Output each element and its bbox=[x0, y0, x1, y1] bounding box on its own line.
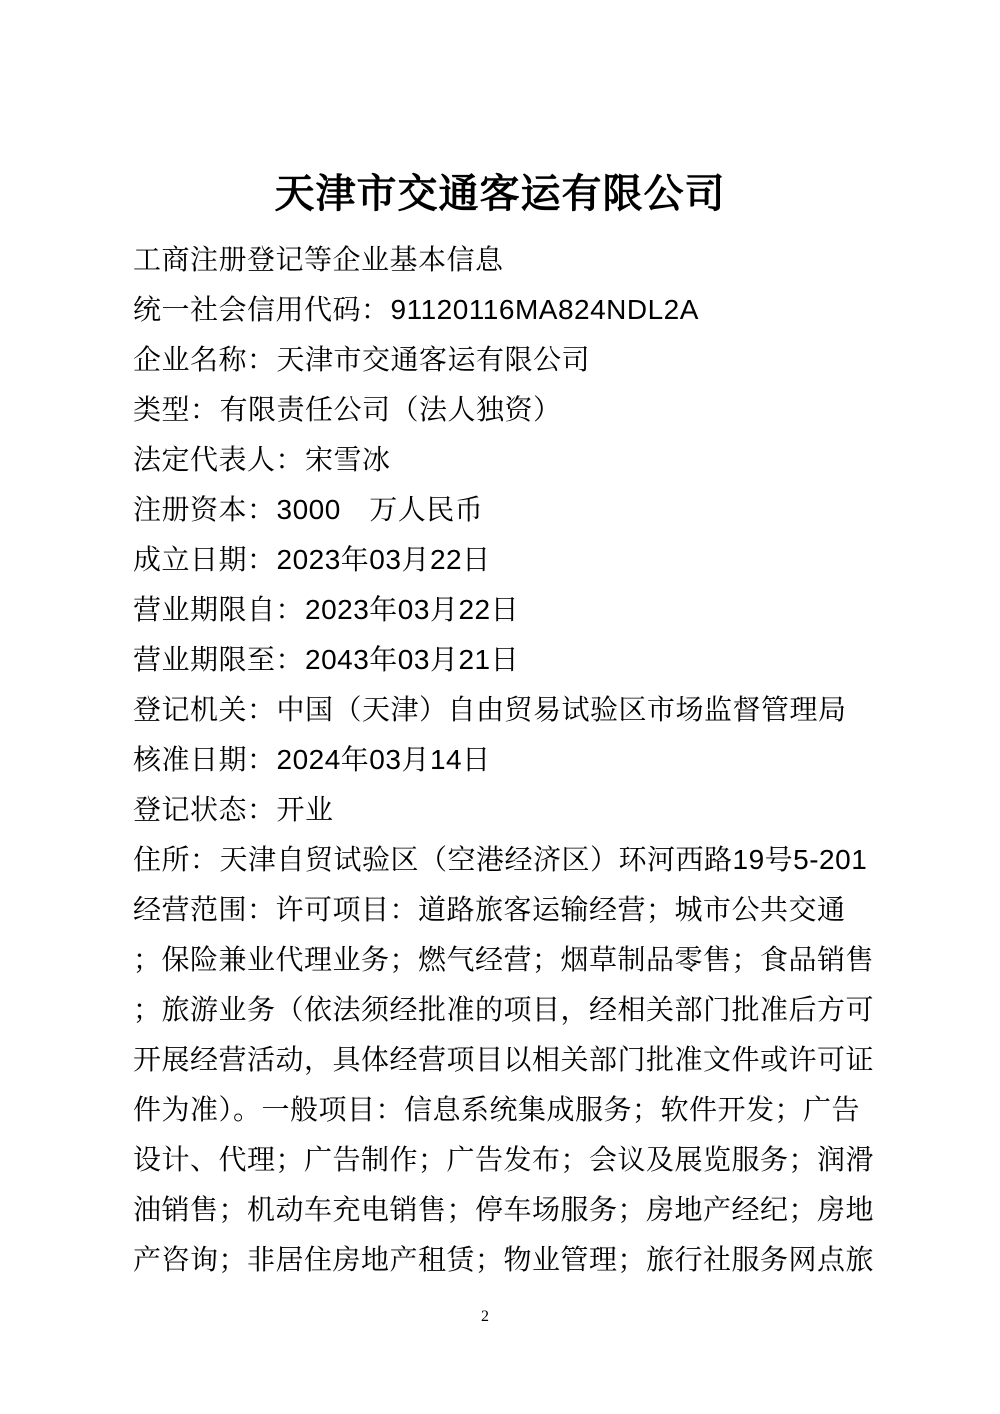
field-label: 营业期限至： bbox=[133, 644, 305, 675]
field-line-address bbox=[133, 835, 893, 885]
field-label: 企业名称： bbox=[133, 344, 276, 375]
field-value: 中国（天津）自由贸易试验区市场监督管理局 bbox=[276, 694, 847, 725]
business-scope-line: 经营范围：许可项目：道路旅客运输经营；城市公共交通 bbox=[133, 894, 846, 925]
business-scope-line: 油销售；机动车充电销售；停车场服务；房地产经纪；房地 bbox=[133, 1194, 875, 1225]
field-line-term-from bbox=[133, 585, 893, 635]
field-value: 天津市交通客运有限公司 bbox=[276, 344, 591, 375]
field-line-registration-authority bbox=[133, 685, 893, 735]
business-scope-line: ；旅游业务（依法须经批准的项目，经相关部门批准后方可 bbox=[133, 994, 875, 1025]
field-label: 成立日期： bbox=[133, 544, 276, 575]
page-number: 2 bbox=[481, 1308, 489, 1325]
field-line-credit-code bbox=[133, 285, 893, 335]
field-label: 住所： bbox=[133, 844, 219, 875]
field-line-company-type bbox=[133, 385, 893, 435]
field-value: 开业 bbox=[276, 794, 334, 825]
field-value: 宋雪冰 bbox=[305, 444, 391, 475]
field-line-legal-representative bbox=[133, 435, 893, 485]
field-label: 核准日期： bbox=[133, 744, 276, 775]
field-value: 91120116MA824NDL2A bbox=[390, 294, 699, 325]
field-line-registered-capital bbox=[133, 485, 893, 535]
business-scope-line: 产咨询；非居住房地产租赁；物业管理；旅行社服务网点旅 bbox=[133, 1244, 875, 1275]
field-label: 登记机关： bbox=[133, 694, 276, 725]
field-label: 法定代表人： bbox=[133, 444, 305, 475]
field-value: 2024年03月14日 bbox=[276, 744, 491, 775]
business-scope-line: 件为准）。一般项目：信息系统集成服务；软件开发；广告 bbox=[133, 1094, 861, 1125]
business-scope-line: 设计、代理；广告制作；广告发布；会议及展览服务；润滑 bbox=[133, 1144, 875, 1175]
business-scope-line: 开展经营活动，具体经营项目以相关部门批准文件或许可证 bbox=[133, 1044, 875, 1075]
field-label: 注册资本： bbox=[133, 494, 276, 525]
field-value: 有限责任公司（法人独资） bbox=[219, 394, 562, 425]
field-label: 登记状态： bbox=[133, 794, 276, 825]
field-value: 2023年03月22日 bbox=[305, 594, 520, 625]
field-line-registration-status bbox=[133, 785, 893, 835]
field-line-company-name bbox=[133, 335, 893, 385]
field-line-approval-date bbox=[133, 735, 893, 785]
field-value: 2023年03月22日 bbox=[276, 544, 491, 575]
field-label: 营业期限自： bbox=[133, 594, 305, 625]
field-line-term-to bbox=[133, 635, 893, 685]
business-scope-line: ；保险兼业代理业务；燃气经营；烟草制品零售；食品销售 bbox=[133, 944, 875, 975]
field-value: 天津自贸试验区（空港经济区）环河西路19号5-201 bbox=[219, 844, 868, 875]
section-heading: 工商注册登记等企业基本信息 bbox=[133, 244, 504, 275]
field-label: 统一社会信用代码： bbox=[133, 294, 390, 325]
field-line-establishment-date bbox=[133, 535, 893, 585]
page-title: 天津市交通客运有限公司 bbox=[274, 172, 726, 216]
field-value: 3000 万人民币 bbox=[276, 494, 484, 525]
document-body bbox=[133, 235, 893, 1285]
field-value: 2043年03月21日 bbox=[305, 644, 520, 675]
field-label: 类型： bbox=[133, 394, 219, 425]
